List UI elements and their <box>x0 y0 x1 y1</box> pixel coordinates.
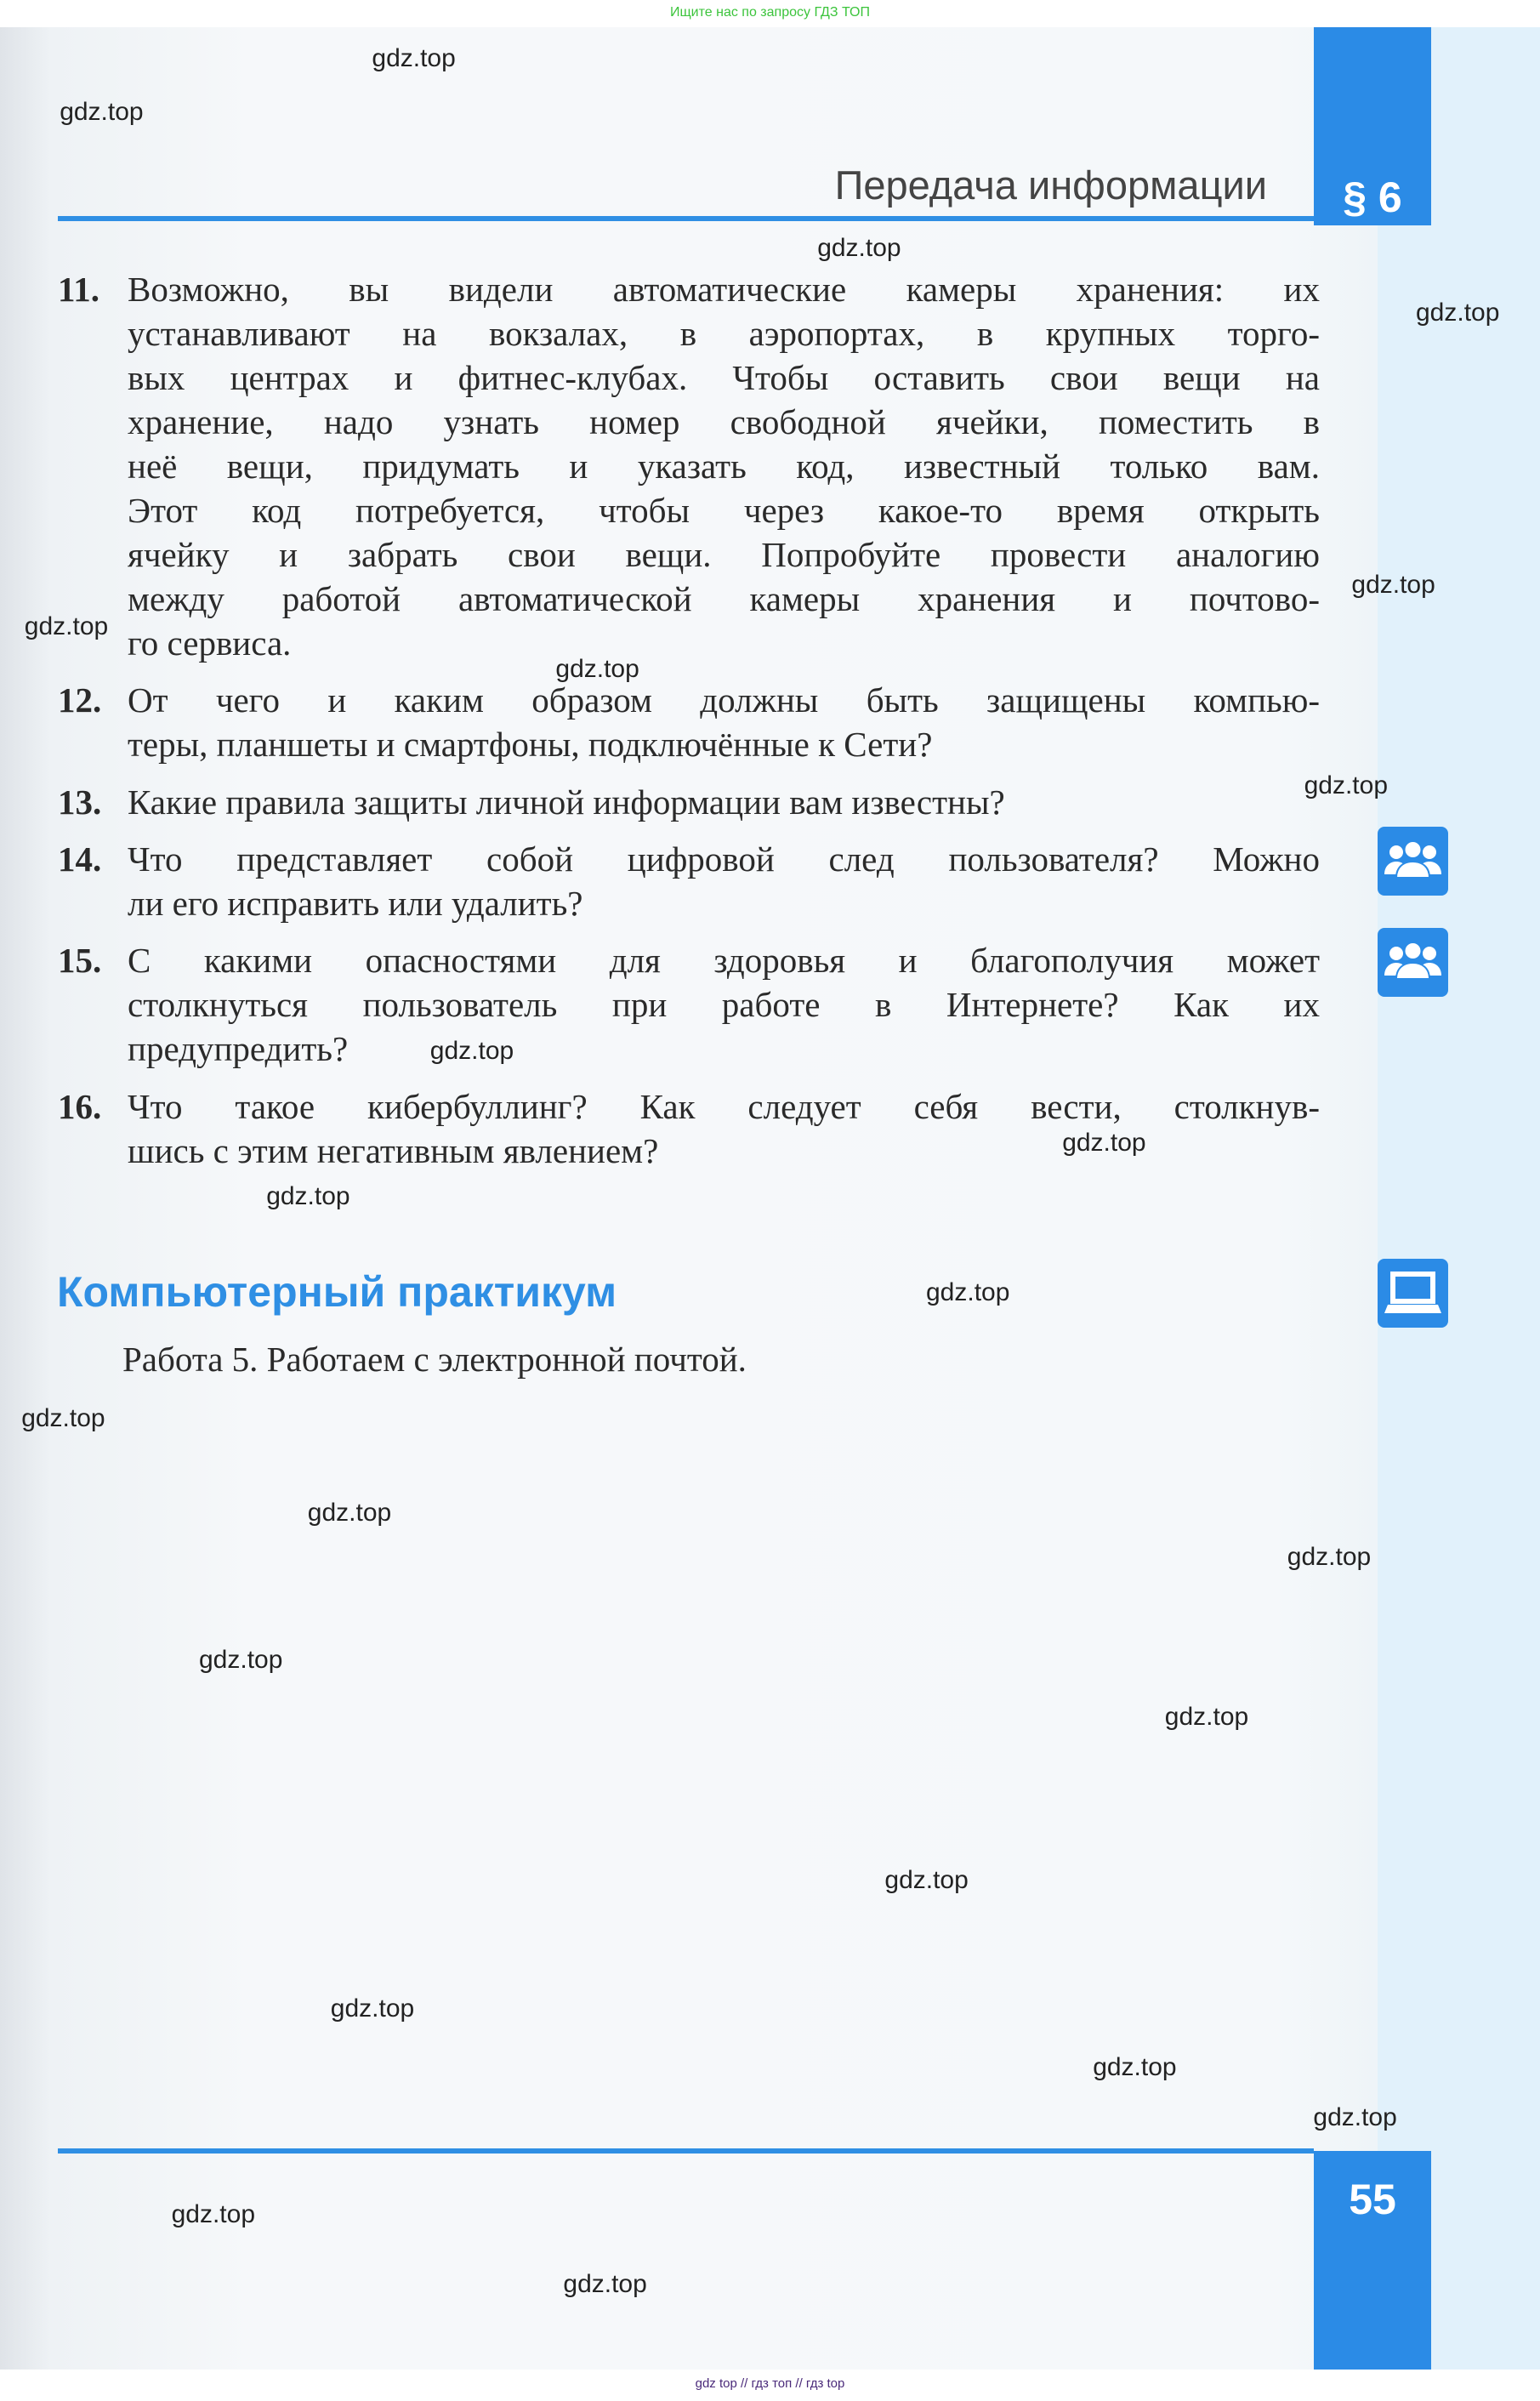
watermark: gdz.top <box>1164 1702 1249 1731</box>
header-rule <box>58 216 1314 221</box>
question-number: 15. <box>58 941 102 980</box>
question-text <box>128 678 1320 766</box>
watermark: gdz.top <box>429 1036 514 1065</box>
question-line: вых центрах и фитнес-клубах. Чтобы оставить свои вещи на <box>128 358 1320 397</box>
question-line: От чего и каким образом должны быть защищены компью- <box>128 680 1320 720</box>
question-line: го сервиса. <box>128 623 292 663</box>
question-item <box>58 837 1320 925</box>
question-item <box>58 780 1320 824</box>
question-line: устанавливают на вокзалах, в аэропортах, в крупных торго- <box>128 314 1320 353</box>
group-work-icon <box>1378 827 1448 896</box>
running-title: Передача информации <box>834 162 1267 208</box>
question-line: ячейку и забрать свои вещи. Попробуйте провести аналогию <box>128 535 1320 574</box>
watermark: gdz.top <box>1287 1543 1372 1572</box>
computer-icon <box>1378 1259 1448 1328</box>
watermark: gdz.top <box>330 1994 415 2023</box>
question-line: неё вещи, придумать и указать код, известный только вам. <box>128 447 1320 486</box>
question-line: Какие правила защиты личной информации вам известны? <box>128 782 1005 822</box>
watermark: gdz.top <box>372 44 456 73</box>
watermark: gdz.top <box>24 612 109 640</box>
question-line: Что такое кибербуллинг? Как следует себя вести, столкнув- <box>128 1087 1320 1126</box>
question-item <box>58 678 1320 766</box>
watermark: gdz.top <box>199 1646 283 1674</box>
question-line: хранение, надо узнать номер свободной ячейки, поместить в <box>128 402 1320 441</box>
question-line: столкнуться пользователь при работе в Интернете? Как их <box>128 985 1320 1024</box>
question-line: предупредить? <box>128 1029 349 1068</box>
question-line: Этот код потребуется, чтобы через какое-то время открыть <box>128 491 1320 530</box>
watermark: gdz.top <box>817 234 901 263</box>
watermark: gdz.top <box>171 2199 256 2228</box>
question-line: Возможно, вы видели автоматические камеры хранения: их <box>128 270 1320 309</box>
section-number: § 6 <box>1343 174 1402 221</box>
question-line: Что представляет собой цифровой след пользователя? Можно <box>128 839 1320 879</box>
watermark: gdz.top <box>926 1278 1010 1306</box>
question-number: 12. <box>58 680 102 720</box>
group-work-icon <box>1378 928 1448 997</box>
question-line: теры, планшеты и смартфоны, подключённые к Сети? <box>128 725 933 764</box>
question-number: 13. <box>58 782 102 822</box>
watermark: gdz.top <box>21 1403 105 1432</box>
watermark: gdz.top <box>563 2270 647 2299</box>
practicum-work-title: Работа 5. Работаем с электронной почтой. <box>122 1340 747 1379</box>
practicum-heading: Компьютерный практикум <box>57 1268 617 1316</box>
watermark: gdz.top <box>1304 771 1389 800</box>
question-line: ли его исправить или удалить? <box>128 884 583 923</box>
question-number: 11. <box>58 270 99 309</box>
question-text <box>128 938 1320 1071</box>
question-line: между работой автоматической камеры хранения и почтово- <box>128 579 1320 618</box>
section-tab <box>1314 27 1431 225</box>
question-text <box>128 780 1320 824</box>
page-number: 55 <box>1349 2176 1396 2223</box>
watermark: gdz.top <box>307 1499 392 1528</box>
watermark: gdz.top <box>266 1181 350 1210</box>
question-item <box>58 267 1320 665</box>
watermark: gdz.top <box>555 655 639 684</box>
question-number: 14. <box>58 839 102 879</box>
bottom-banner[interactable]: gdz top // гдз топ // гдз top <box>695 2376 845 2391</box>
question-item <box>58 938 1320 1071</box>
side-margin-strip <box>1378 27 1540 2370</box>
question-number: 16. <box>58 1087 102 1126</box>
footer-rule <box>58 2148 1314 2154</box>
question-text <box>128 267 1320 665</box>
watermark: gdz.top <box>884 1866 969 1895</box>
watermark: gdz.top <box>60 98 144 127</box>
watermark: gdz.top <box>1062 1128 1146 1157</box>
question-line: С какими опасностями для здоровья и благополучия может <box>128 941 1320 980</box>
page-number-tab <box>1314 2151 1431 2370</box>
question-text <box>128 837 1320 925</box>
watermark: gdz.top <box>1313 2103 1397 2132</box>
question-line: шись с этим негативным явлением? <box>128 1131 659 1170</box>
watermark: gdz.top <box>1093 2052 1177 2081</box>
top-banner[interactable]: Ищите нас по запросу ГДЗ ТОП <box>670 5 870 20</box>
watermark: gdz.top <box>1351 571 1435 600</box>
watermark: gdz.top <box>1416 299 1500 327</box>
